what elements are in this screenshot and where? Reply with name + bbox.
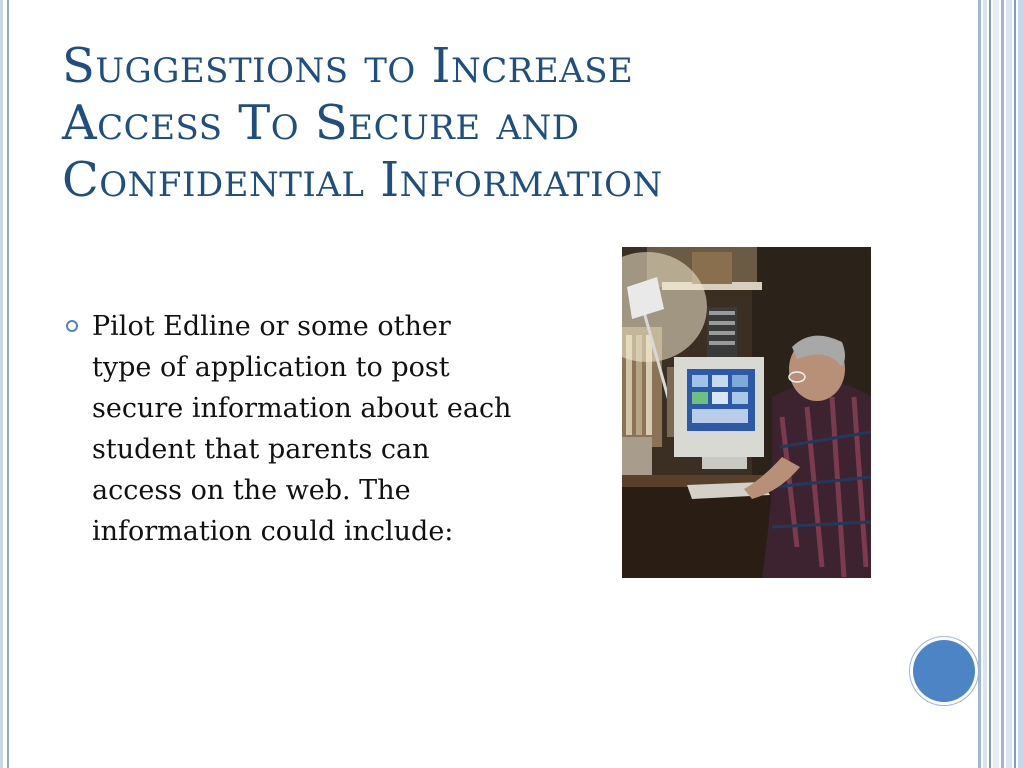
bullet-circle-icon: [66, 320, 78, 332]
right-stripe: [993, 0, 999, 768]
bullet-list: [62, 306, 582, 552]
right-stripe: [978, 0, 981, 768]
slide-title-line: Suggestions to Increase: [62, 38, 634, 94]
bullet-text: Pilot Edline or some other type of application to post secure information about each student that parents can access on the web. The information could include:: [92, 311, 512, 547]
right-stripe: [1018, 0, 1024, 768]
right-stripe: [1001, 0, 1004, 768]
slide-title-line: Confidential Information: [62, 152, 663, 208]
left-border-inner: [7, 0, 9, 768]
photo-image: [622, 247, 871, 578]
left-border: [0, 0, 3, 768]
bullet-item: [62, 306, 582, 552]
photo-illustration: [622, 247, 871, 578]
right-stripe: [1014, 0, 1016, 768]
right-stripe: [989, 0, 991, 768]
right-stripe: [983, 0, 987, 768]
slide-title-line: Access To Secure and: [62, 95, 580, 151]
decorative-circle: [913, 640, 975, 702]
right-stripe: [1006, 0, 1012, 768]
slide-title: [62, 38, 942, 209]
